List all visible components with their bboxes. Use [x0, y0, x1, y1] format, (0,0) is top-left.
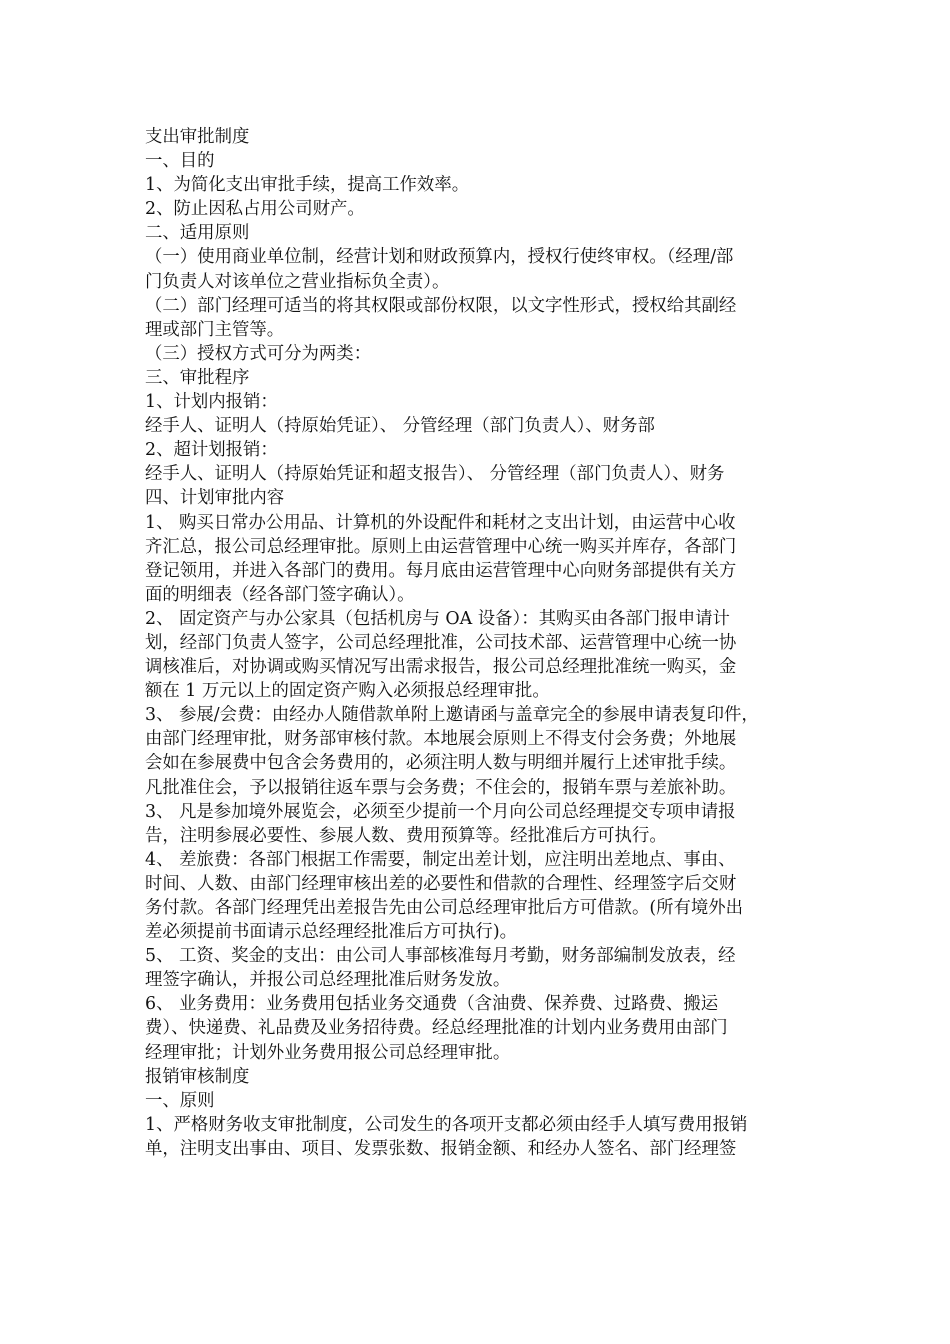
- text-line: 时间、人数、由部门经理审核出差的必要性和借款的合理性、经理签字后交财: [145, 873, 737, 894]
- text-line: 4、 差旅费：各部门根据工作需要，制定出差计划，应注明出差地点、事由、: [145, 849, 736, 870]
- text-line: （三）授权方式可分为两类：: [145, 343, 372, 364]
- text-line: 额在 1 万元以上的固定资产购入必须报总经理审批。: [145, 681, 550, 702]
- text-line: （一）使用商业单位制，经营计划和财政预算内，授权行使终审权。（经理/部: [145, 247, 734, 268]
- text-line: 6、 业务费用：业务费用包括业务交通费（含油费、保养费、过路费、搬运: [145, 994, 719, 1015]
- text-line: 登记领用，并进入各部门的费用。每月底由运营管理中心向财务部提供有关方: [145, 560, 737, 581]
- text-line: 2、 固定资产与办公家具（包括机房与 OA 设备）：其购买由各部门报申请计: [145, 608, 730, 629]
- text-line: 1、为简化支出审批手续，提高工作效率。: [145, 175, 470, 196]
- text-line: 1、 购买日常办公用品、计算机的外设配件和耗材之支出计划，由运营中心收: [145, 512, 736, 533]
- text-line: 由部门经理审批，财务部审核付款。本地展会原则上不得支付会务费；外地展: [145, 729, 737, 750]
- text-line: 一、目的: [145, 151, 215, 172]
- text-line: 三、审批程序: [145, 367, 250, 388]
- text-line: 经手人、证明人（持原始凭证）、 分管经理（部门负责人）、财务部: [145, 416, 655, 437]
- text-line: 单，注明支出事由、项目、发票张数、报销金额、和经办人签名、部门经理签: [145, 1138, 737, 1159]
- text-line: 支出审批制度: [145, 127, 250, 147]
- text-line: 3、 凡是参加境外展览会，必须至少提前一个月向公司总经理提交专项申请报: [145, 801, 736, 822]
- text-line: 差必须提前书面请示总经理经批准后方可执行)。: [145, 922, 517, 943]
- text-line: 一、原则: [145, 1090, 215, 1111]
- text-line: （二）部门经理可适当的将其权限或部份权限，以文字性形式，授权给其副经: [145, 295, 737, 316]
- text-line: 报销审核制度: [145, 1066, 250, 1087]
- text-line: 3、 参展/会费：由经办人随借款单附上邀请函与盖章完全的参展申请表复印件，: [145, 705, 759, 726]
- text-line: 门负责人对该单位之营业指标负全责）。: [145, 271, 450, 292]
- text-line: 费）、快递费、礼品费及业务招待费。经总经理批准的计划内业务费用由部门: [145, 1018, 728, 1039]
- text-line: 1、计划内报销：: [145, 392, 278, 413]
- text-line: 1、严格财务收支审批制度，公司发生的各项开支都必须由经手人填写费用报销: [145, 1114, 748, 1135]
- text-line: 2、防止因私占用公司财产。: [145, 199, 365, 220]
- text-line: 二、适用原则: [145, 223, 250, 244]
- text-line: 四、计划审批内容: [145, 488, 285, 509]
- text-line: 理或部门主管等。: [145, 319, 285, 340]
- text-line: 经理审批；计划外业务费用报公司总经理审批。: [145, 1042, 511, 1063]
- text-line: 调核准后，对协调或购买情况写出需求报告，报公司总经理批准统一购买，金: [145, 657, 737, 678]
- text-line: 告，注明参展必要性、参展人数、费用预算等。经批准后方可执行。: [145, 825, 667, 846]
- text-line: 齐汇总，报公司总经理审批。原则上由运营管理中心统一购买并库存，各部门: [145, 536, 737, 557]
- text-line: 会如在参展费中包含会务费用的，必须注明人数与明细并履行上述审批手续。: [145, 753, 737, 774]
- text-line: 面的明细表（经各部门签字确认）。: [145, 584, 415, 605]
- text-line: 划，经部门负责人签字，公司总经理批准，公司技术部、运营管理中心统一协: [145, 632, 737, 653]
- text-line: 凡批准住会，予以报销往返车票与会务费；不住会的，报销车票与差旅补助。: [145, 777, 737, 798]
- text-line: 理签字确认，并报公司总经理批准后财务发放。: [145, 970, 511, 991]
- document-body: [145, 125, 815, 1161]
- text-line: 2、超计划报销：: [145, 440, 278, 461]
- text-line: 5、 工资、奖金的支出：由公司人事部核准每月考勤，财务部编制发放表，经: [145, 946, 736, 967]
- text-line: 务付款。各部门经理凭出差报告先由公司总经理审批后方可借款。(所有境外出: [145, 898, 744, 918]
- text-line: 经手人、证明人（持原始凭证和超支报告）、 分管经理（部门负责人）、财务: [145, 464, 725, 485]
